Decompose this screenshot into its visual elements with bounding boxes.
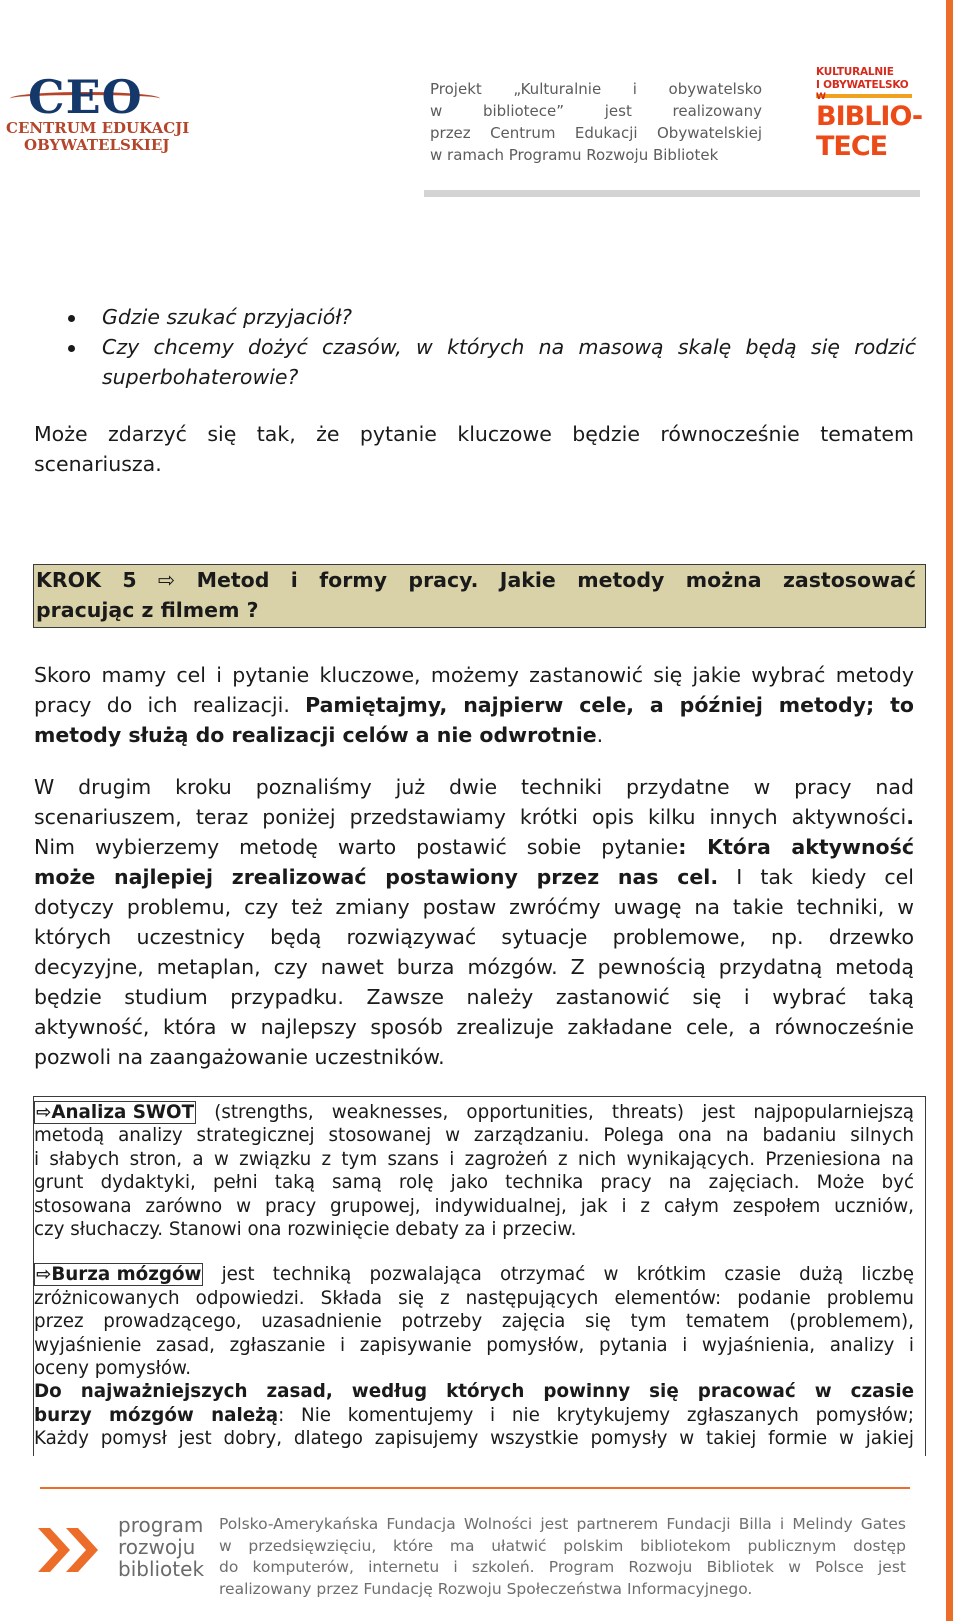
step-title: Metod i formy pracy. Jakie metody można zastosować bbox=[196, 568, 916, 592]
text-line: decyzyjne, metaplan, czy nawet burza mózgów. Z pewnością przydatną metodą bbox=[34, 955, 914, 979]
ceo-logo bbox=[6, 70, 190, 162]
text-run: (strengths, weaknesses, opportunities, threats) jest najpopularniejszą bbox=[196, 1102, 914, 1123]
kulturalnie-logo-line3: W bbox=[816, 92, 826, 102]
text-run: : Nie komentujemy i nie krytykujemy zgłaszanych pomysłów; bbox=[278, 1404, 914, 1426]
project-line: przez Centrum Edukacji Obywatelskiej bbox=[430, 124, 762, 142]
swot-line: czy słuchaczy. Stanowi ona rozwinięcie debaty za i przeciw. bbox=[34, 1219, 577, 1241]
kulturalnie-logo-line1: KULTURALNIE bbox=[816, 66, 894, 78]
bullet-text: superbohaterowie? bbox=[102, 365, 299, 389]
list-item bbox=[60, 302, 916, 332]
text-line: W drugim kroku poznaliśmy już dwie techniki przydatne w pracy nad bbox=[34, 775, 914, 799]
burza-line bbox=[34, 1263, 914, 1286]
kulturalnie-logo bbox=[816, 66, 923, 164]
ceo-logo-acronym: CEO bbox=[28, 70, 143, 124]
text-run: I tak kiedy cel bbox=[718, 865, 914, 889]
burza-line: przez prowadzącego, uzasadnienie potrzeby zajęcia się tym tematem (problemem), bbox=[34, 1311, 914, 1333]
footer-divider bbox=[40, 1487, 910, 1489]
paragraph-methods-intro bbox=[34, 660, 914, 750]
program-logo-word3: bibliotek bbox=[118, 1557, 205, 1581]
program-logo-word1: program bbox=[118, 1513, 204, 1537]
kulturalnie-logo-big1: BIBLIO- bbox=[816, 101, 923, 132]
text-line bbox=[34, 832, 914, 862]
program-logo-word2: rozwoju bbox=[118, 1535, 196, 1559]
text-line bbox=[34, 690, 914, 720]
kulturalnie-logo-biblio bbox=[816, 102, 922, 162]
text-run: . bbox=[596, 723, 604, 747]
step-label: KROK 5 bbox=[36, 568, 137, 592]
text-run: pracy do ich realizacji. bbox=[34, 693, 306, 717]
list-item bbox=[60, 332, 916, 392]
footer-line: do komputerów, internetu i szkoleń. Program Rozwoju Bibliotek w Polsce jest bbox=[219, 1558, 906, 1576]
text-line: pozwoli na zaangażowanie uczestników. bbox=[34, 1045, 445, 1069]
text-line bbox=[34, 862, 914, 892]
step-heading bbox=[36, 565, 916, 625]
text-line: aktywność, która w najlepszy sposób zrealizuje zakładane cele, a równocześnie bbox=[34, 1015, 914, 1039]
bullet-dot-icon bbox=[68, 315, 75, 322]
swot-line: stosowana zarówno w pracy grupowej, indywidualnej, jak i z całym zespołem uczniów, bbox=[34, 1195, 914, 1217]
swot-line bbox=[34, 1101, 914, 1124]
program-rozwoju-bibliotek-logo bbox=[36, 1512, 206, 1588]
text-line: scenariusza. bbox=[34, 452, 162, 476]
spacer bbox=[34, 1241, 914, 1263]
burza-tag: ⇨Burza mózgów bbox=[36, 1264, 202, 1286]
kulturalnie-logo-big2: TECE bbox=[816, 131, 888, 162]
text-line: których uczestnicy będą rozwiązywać sytuacje problemowe, np. drzewko bbox=[34, 925, 914, 949]
question-bullet-list bbox=[60, 302, 916, 392]
text-run-bold: : Która aktywność bbox=[678, 835, 914, 859]
step-heading-line1 bbox=[36, 565, 916, 595]
burza-line: zróżnicowanych odpowiedzi. Składa się z następujących elementów: podanie problemu bbox=[34, 1287, 914, 1309]
footer-line: Polsko-Amerykańska Fundacja Wolności jest partnerem Fundacji Billa i Melindy Gates bbox=[219, 1515, 906, 1533]
burza-line bbox=[34, 1404, 914, 1427]
methods-frame-content bbox=[34, 1101, 914, 1451]
text-line: Skoro mamy cel i pytanie kluczowe, możemy zastanowić się jakie wybrać metody bbox=[34, 663, 914, 687]
paragraph-techniques bbox=[34, 772, 914, 1072]
paragraph-key-question bbox=[34, 419, 914, 479]
swot-line: grunt dydaktyki, pełni taką samą rolę jako technika pracy na zajęciach. Może być bbox=[34, 1172, 914, 1194]
text-line bbox=[34, 802, 914, 832]
ceo-logo-line2: OBYWATELSKIEJ bbox=[24, 136, 170, 154]
footer-text bbox=[219, 1514, 906, 1600]
header-divider-bar bbox=[424, 190, 920, 197]
footer-line: realizowany przez Fundację Rozwoju Społeczeństwa Informacyjnego. bbox=[219, 1579, 753, 1598]
swot-line: metodą analizy strategicznej stosowanej w zarządzaniu. Polega ona na badaniu silnych bbox=[34, 1125, 914, 1147]
text-line bbox=[34, 720, 914, 750]
program-logo-words bbox=[118, 1514, 204, 1580]
kulturalnie-logo-line2: I OBYWATELSKO bbox=[816, 79, 909, 91]
text-line: Może zdarzyć się tak, że pytanie kluczowe będzie równocześnie tematem bbox=[34, 422, 914, 446]
burza-line: wyjaśnienie zasad, zgłaszanie i zapisywanie pomysłów, pytania i wyjaśnienia, analizy i bbox=[34, 1334, 914, 1356]
text-run-bold: metody służą do realizacji celów a nie odwrotnie bbox=[34, 723, 597, 747]
text-run-bold: Pamiętajmy, najpierw cele, a później metody; to bbox=[305, 693, 914, 717]
step-heading-line2: pracując z filmem ? bbox=[36, 598, 259, 622]
burza-line: oceny pomysłów. bbox=[34, 1358, 192, 1380]
text-run: scenariuszem, teraz poniżej przedstawiamy krótki opis kilku innych aktywności bbox=[34, 805, 907, 829]
bullet-dot-icon bbox=[68, 345, 75, 352]
footer-line: w przedsięwzięciu, które ma ułatwić polskim bibliotekom publicznym dostęp bbox=[219, 1536, 906, 1555]
page-right-border bbox=[946, 0, 953, 1621]
burza-line: Do najważniejszych zasad, według których powinny się pracować w czasie bbox=[34, 1381, 914, 1403]
text-line: dotyczy problemu, czy też zmiany postaw zwróćmy uwagę na takie techniki, w bbox=[34, 895, 914, 919]
project-header-text bbox=[430, 78, 762, 166]
text-run-bold: burzy mózgów należą bbox=[34, 1404, 279, 1426]
project-line: Projekt „Kulturalnie i obywatelsko bbox=[430, 80, 762, 98]
arrow-right-icon: ⇨ bbox=[158, 568, 176, 592]
text-run: jest techniką pozwalająca otrzymać w krótkim czasie dużą liczbę bbox=[203, 1264, 914, 1286]
swot-tag: ⇨Analiza SWOT bbox=[36, 1102, 195, 1123]
chevron-arrows-icon bbox=[36, 1520, 112, 1580]
swot-line: i słabych stron, a w związku z tym szans i zagrożeń z nich wynikających. Przeniesiona na bbox=[34, 1148, 914, 1170]
text-line: będzie studium przypadku. Zawsze należy zastanowić się i wybrać taką bbox=[34, 985, 914, 1009]
text-run-bold: może najlepiej zrealizować postawiony przez nas cel. bbox=[34, 865, 719, 889]
ceo-logo-line1: CENTRUM EDUKACJI bbox=[6, 119, 190, 137]
kulturalnie-logo-strip bbox=[816, 94, 912, 98]
text-run-bold: . bbox=[906, 805, 914, 829]
project-line: w ramach Programu Rozwoju Bibliotek bbox=[430, 146, 719, 164]
project-line: w bibliotece” jest realizowany bbox=[430, 102, 762, 120]
bullet-text: Czy chcemy dożyć czasów, w których na masową skalę będą się rodzić bbox=[102, 335, 916, 359]
text-run: Nim wybierzemy metodę warto postawić sobie pytanie bbox=[34, 835, 679, 859]
bullet-text: Gdzie szukać przyjaciół? bbox=[102, 305, 353, 329]
kulturalnie-logo-top bbox=[816, 66, 909, 92]
burza-line: Każdy pomysł jest dobry, dlatego zapisujemy wszystkie pomysły w takiej formie w jakiej bbox=[34, 1428, 914, 1450]
